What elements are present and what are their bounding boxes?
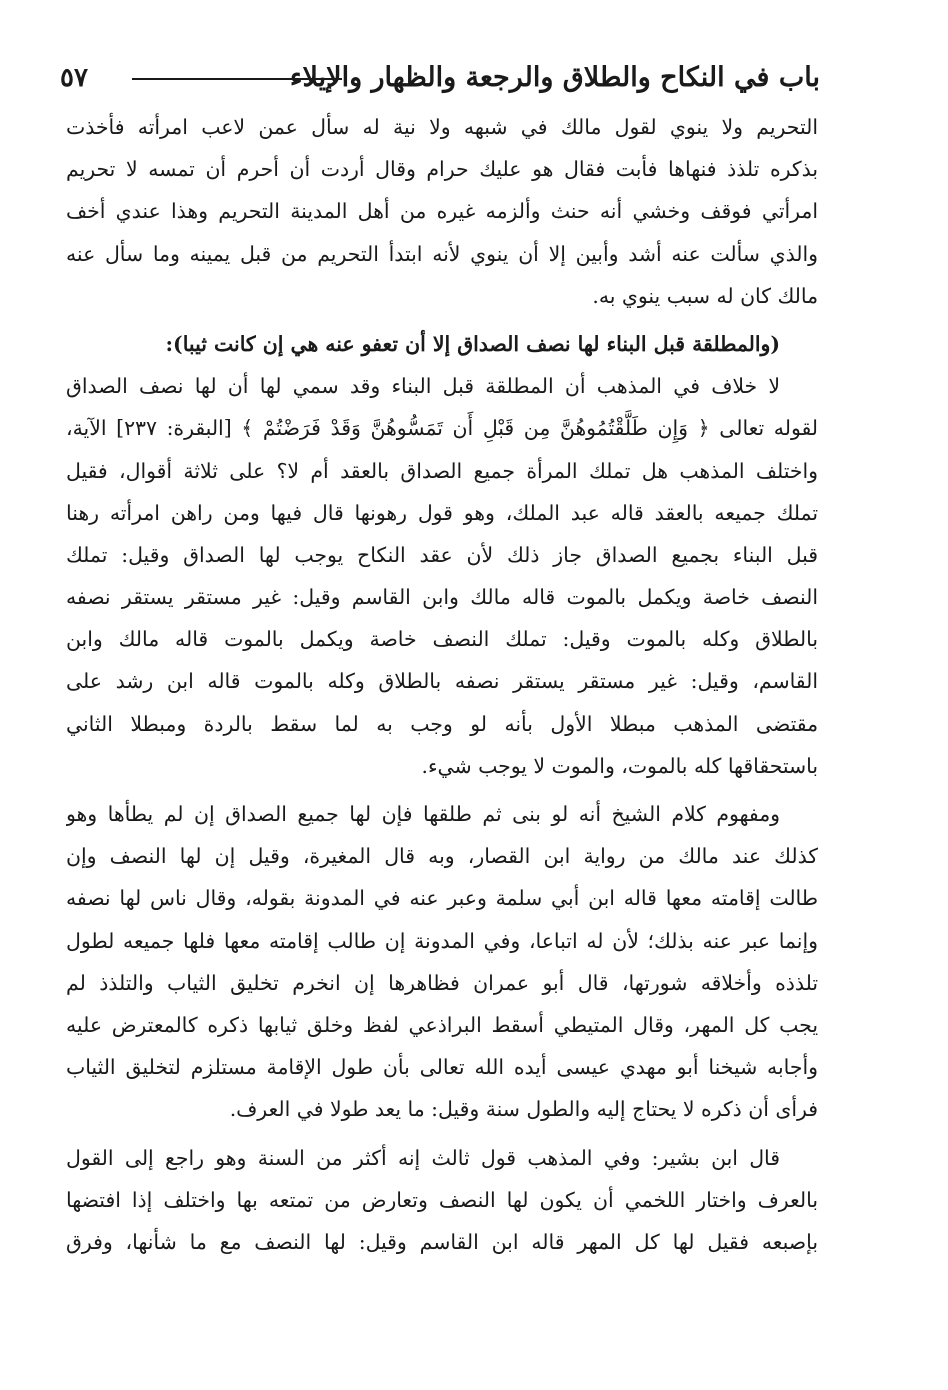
body-text xyxy=(66,106,818,1263)
text-line: بالعرف واختار اللخمي أن يكون لها النصف وتعارض من تمتعه بها واختلف إذا افتضها xyxy=(66,1187,818,1212)
text-line: مقتضى المذهب مبطلا الأول بأنه لو وجب به لما سقط بالردة ومبطلا الثاني xyxy=(66,711,818,736)
text-line: تلذذه وأخلاقه شورتها، قال أبو عمران فظاهرها إن انخرم تخليق الثياب والتلذذ لم xyxy=(66,970,818,995)
text-line: بذكره تلذذ فنهاها فأبت فقال هو عليك حرام وقال أردت أن أحرم أن تمسه لا تحريم xyxy=(66,157,818,182)
text-line: قبل البناء بجميع الصداق جاز ذلك لأن عقد النكاح يوجب لها الصداق وقيل: تملك xyxy=(66,542,818,567)
text-line: بإصبعه فقيل لها كل المهر قاله ابن القاسم وقيل: لها النصف مع ما شأنها، وفرق xyxy=(66,1229,818,1254)
text-line: فرأى أن ذكره لا يحتاج إليه والطول سنة وقيل: ما يعد طولا في العرف. xyxy=(229,1097,818,1122)
text-line: وأجابه شيخنا أبو مهدي عيسى أيده الله تعالى بأن طول الإقامة مستلزم لتخليق الثياب xyxy=(66,1055,818,1080)
text-line: تملك جميعه بالعقد قاله عبد الملك، وهو قول رهونها قال فيها ومن راهن امرأته رهنا xyxy=(66,500,818,525)
text-line: طالت إقامته معها قاله ابن أبي سلمة وعبر عنه في المدونة بقوله، وقال ناس لها نصفه xyxy=(66,886,818,911)
text-line: القاسم، وقيل: غير مستقر يستقر نصفه بالطلاق وكله بالموت قاله ابن رشد على xyxy=(66,669,818,694)
text-line: وإنما عبر عنه بذلك؛ لأن له اتباعا، وفي المدونة إن طالب إقامته معها فلها جميعه لطول xyxy=(66,928,818,953)
text-line: التحريم ولا ينوي لقول مالك في شبهه ولا نية له سأل عمن لاعب امرأته فأخذت xyxy=(66,115,818,139)
text-line: لا خلاف في المذهب أن المطلقة قبل البناء وقد سمي لها أن لها نصف الصداق xyxy=(66,374,780,399)
page-number: ٥٧ xyxy=(60,63,88,93)
chapter-title: باب في النكاح والطلاق والرجعة والظهار والإيلاء xyxy=(289,62,820,93)
text-line: يجب كل المهر، وقال المتيطي أسقط البراذعي لفظ وخلق ثيابها ذكره كالمعترض عليه xyxy=(66,1012,818,1037)
text-line: النصف خاصة ويكمل بالموت قاله مالك وابن القاسم وقيل: غير مستقر يستقر نصفه xyxy=(66,585,818,610)
text-line: قال ابن بشير: وفي المذهب قول ثالث إنه أكثر من السنة وهو راجع إلى القول xyxy=(66,1145,780,1170)
text-line: ومفهوم كلام الشيخ أنه لو بنى ثم طلقها فإن لها جميع الصداق إن لم يطأها وهو xyxy=(66,802,780,826)
section-heading: (والمطلقة قبل البناء لها نصف الصداق إلا أن تعفو عنه هي إن كانت ثيبا): xyxy=(165,331,780,356)
header-rule xyxy=(132,78,342,80)
text-line: والذي سألت عنه أشد وأبين إلا أن ينوي لأنه ابتدأ التحريم من قبل يمينه وما سأل عنه xyxy=(66,241,818,266)
quran-verse-line: لقوله تعالى ﴿ وَإِن طَلَّقْتُمُوهُنَّ مِن قَبْلِ أَن تَمَسُّوهُنَّ وَقَدْ فَرَضْتُمْ ﴾ [البقرة: ٢٣٧] الآية، xyxy=(66,416,818,441)
text-line: واختلف المذهب هل تملك المرأة جميع الصداق بالعقد أم لا؟ على ثلاثة أقوال، فقيل xyxy=(66,458,818,483)
text-line: مالك كان له سبب ينوي به. xyxy=(592,283,818,308)
running-head xyxy=(60,58,820,98)
text-line: بالطلاق وكله بالموت وقيل: تملك النصف خاصة ويكمل بالموت قاله مالك وابن xyxy=(66,627,818,652)
text-line: امرأتي فوقف وخشي أنه حنث وألزمه غيره من أهل المدينة التحريم وهذا عندي أخف xyxy=(66,199,818,224)
text-line: باستحقاقها كله بالموت، والموت لا يوجب شيء. xyxy=(421,753,818,778)
text-line: كذلك عند مالك من رواية ابن القصار، وبه قال المغيرة، وقيل إن لها النصف وإن xyxy=(66,844,818,869)
